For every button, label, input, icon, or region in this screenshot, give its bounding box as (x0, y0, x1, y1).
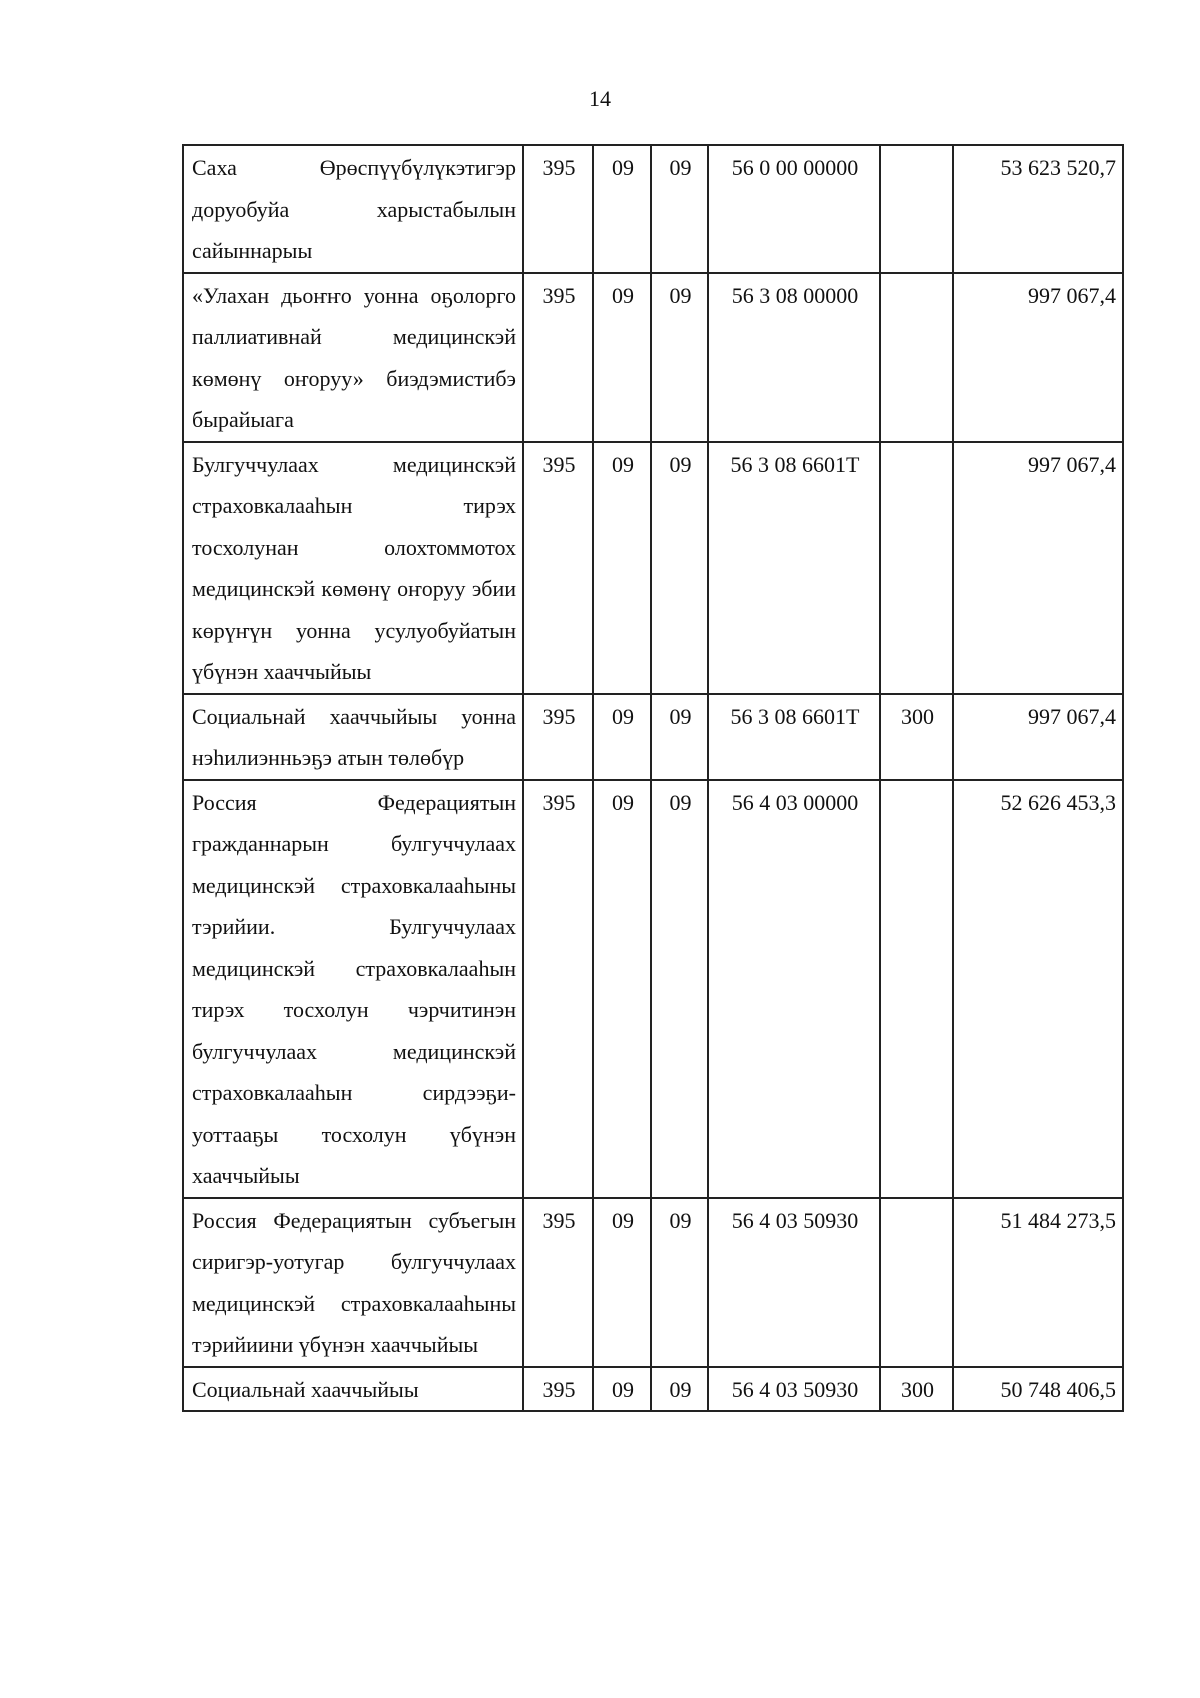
subsection-cell: 09 (651, 1198, 708, 1367)
subsection-cell: 09 (651, 780, 708, 1198)
department-code-cell: 395 (523, 694, 593, 780)
table-row (183, 145, 1123, 273)
department-code-cell: 395 (523, 273, 593, 442)
row-name-cell: «Улахан дьоҥҥо уонна оҕолорго паллиативнай медицинскэй көмөнү оҥоруу» биэдэмистибэ бырайыага (183, 273, 523, 442)
section-cell: 09 (593, 442, 651, 694)
target-article-cell: 56 3 08 6601Т (708, 442, 880, 694)
expense-kind-cell (880, 273, 953, 442)
row-name-cell: Социальнай хааччыйыы уонна нэһилиэнньэҕэ атын төлөбүр (183, 694, 523, 780)
expense-kind-cell: 300 (880, 694, 953, 780)
table-row (183, 442, 1123, 694)
amount-cell: 997 067,4 (953, 273, 1123, 442)
row-name-cell: Россия Федерациятын субъегын сиригэр-уотугар булгуччулаах медицинскэй страховкалааһыны тэрийиини үбүнэн хааччыйыы (183, 1198, 523, 1367)
budget-table (182, 144, 1124, 1412)
expense-kind-cell (880, 1198, 953, 1367)
subsection-cell: 09 (651, 694, 708, 780)
amount-cell: 997 067,4 (953, 442, 1123, 694)
expense-kind-cell (880, 442, 953, 694)
section-cell: 09 (593, 1198, 651, 1367)
target-article-cell: 56 4 03 00000 (708, 780, 880, 1198)
expense-kind-cell (880, 780, 953, 1198)
table-row (183, 1198, 1123, 1367)
row-name-cell: Саха Өрөспүүбүлүкэтигэр доруобуйа харыстабылын сайыннарыы (183, 145, 523, 273)
table-row (183, 694, 1123, 780)
amount-cell: 997 067,4 (953, 694, 1123, 780)
amount-cell: 50 748 406,5 (953, 1367, 1123, 1412)
amount-cell: 51 484 273,5 (953, 1198, 1123, 1367)
expense-kind-cell (880, 145, 953, 273)
subsection-cell: 09 (651, 145, 708, 273)
section-cell: 09 (593, 273, 651, 442)
section-cell: 09 (593, 145, 651, 273)
target-article-cell: 56 3 08 6601Т (708, 694, 880, 780)
row-name-cell: Булгуччулаах медицинскэй страховкалааһын тирэх тосхолунан олохтоммотох медицинскэй көмөнү оҥоруу эбии көрүҥүн уонна усулуобуйатын үбүнэн хааччыйыы (183, 442, 523, 694)
target-article-cell: 56 0 00 00000 (708, 145, 880, 273)
department-code-cell: 395 (523, 780, 593, 1198)
expense-kind-cell: 300 (880, 1367, 953, 1412)
subsection-cell: 09 (651, 1367, 708, 1412)
subsection-cell: 09 (651, 442, 708, 694)
table-row (183, 780, 1123, 1198)
department-code-cell: 395 (523, 442, 593, 694)
row-name-cell: Россия Федерациятын гражданнарын булгуччулаах медицинскэй страховкалааһыны тэрийии. Булгуччулаах медицинскэй страховкалааһын тирэх тосхолун чэрчитинэн булгуччулаах медицинскэй страховкалааһын сирдээҕи-уоттааҕы тосхолун үбүнэн хааччыйыы (183, 780, 523, 1198)
table-row (183, 1367, 1123, 1412)
subsection-cell: 09 (651, 273, 708, 442)
amount-cell: 53 623 520,7 (953, 145, 1123, 273)
target-article-cell: 56 4 03 50930 (708, 1367, 880, 1412)
row-name-cell: Социальнай хааччыйыы (183, 1367, 523, 1412)
section-cell: 09 (593, 694, 651, 780)
amount-cell: 52 626 453,3 (953, 780, 1123, 1198)
page-number: 14 (589, 86, 611, 111)
section-cell: 09 (593, 1367, 651, 1412)
table-row (183, 273, 1123, 442)
department-code-cell: 395 (523, 1198, 593, 1367)
department-code-cell: 395 (523, 1367, 593, 1412)
section-cell: 09 (593, 780, 651, 1198)
target-article-cell: 56 4 03 50930 (708, 1198, 880, 1367)
department-code-cell: 395 (523, 145, 593, 273)
target-article-cell: 56 3 08 00000 (708, 273, 880, 442)
